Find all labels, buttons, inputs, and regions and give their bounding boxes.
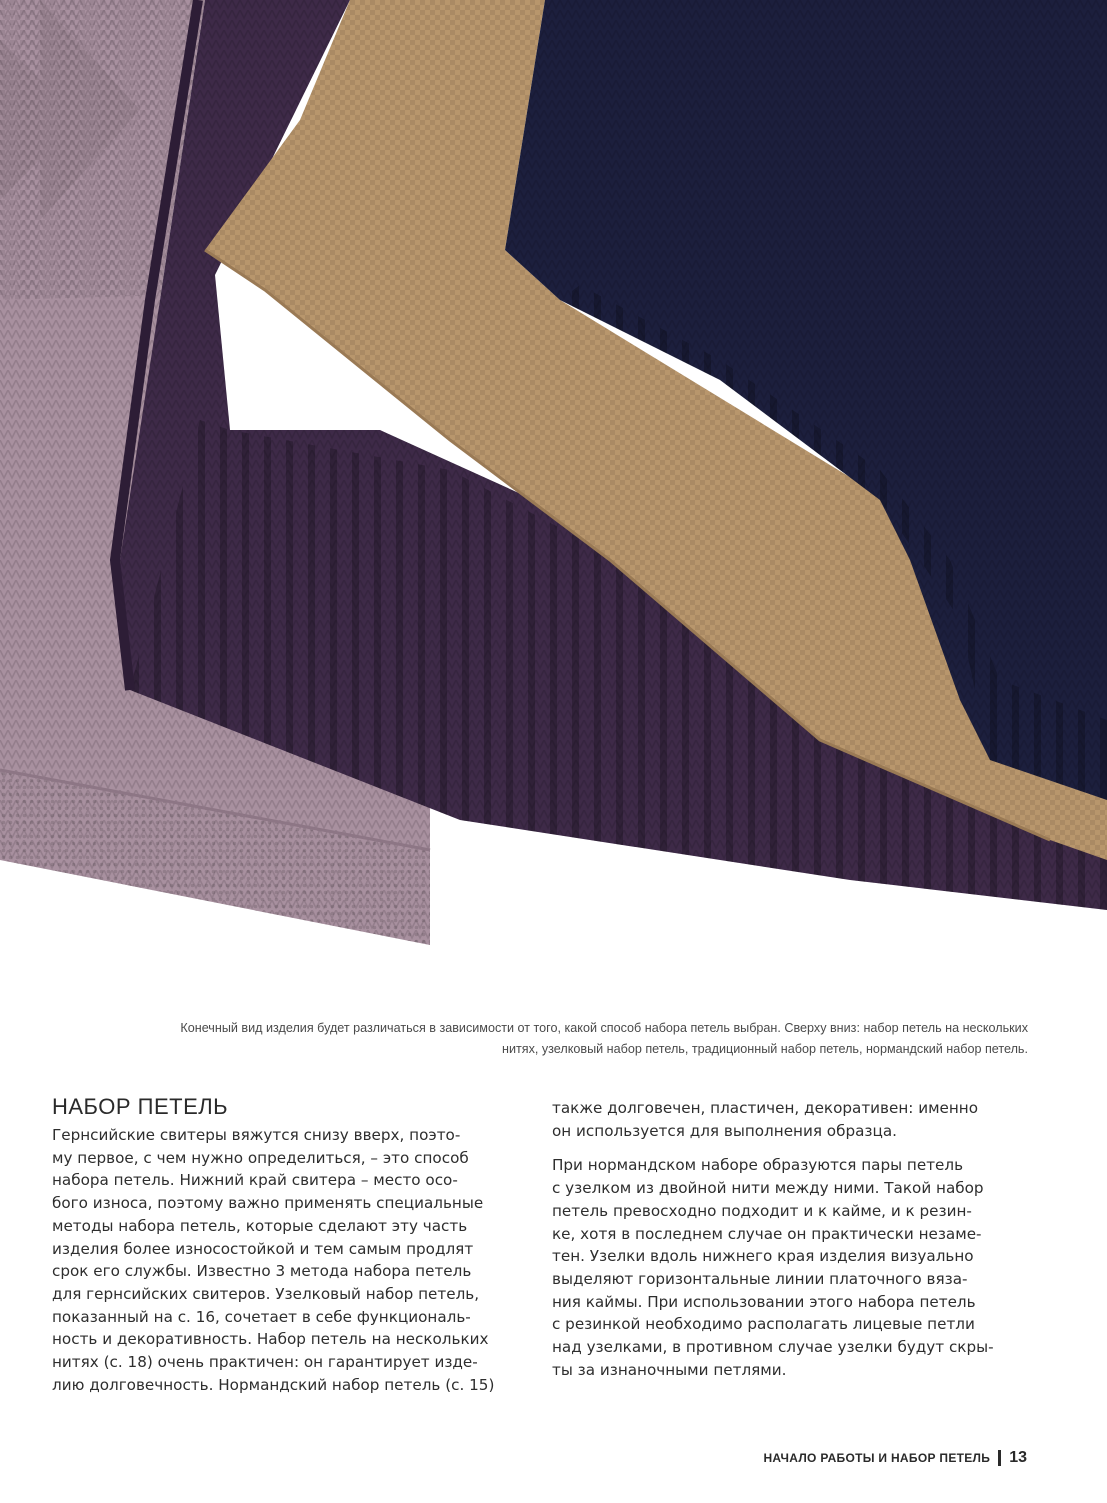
text-line: При нормандском наборе образуются пары петель <box>552 1156 964 1175</box>
text-line: набора петель. Нижний край свитера – место осо- <box>52 1171 458 1190</box>
text-line: бого износа, поэтому важно применять специальные <box>52 1194 484 1213</box>
text-line: также долговечен, пластичен, декоративен: именно <box>552 1099 979 1117</box>
text-line: с узелком из двойной нити между ними. Такой набор <box>552 1179 984 1198</box>
text-line: петель превосходно подходит и к кайме, и к резин- <box>552 1201 972 1220</box>
right-paragraph-1 <box>552 1097 1030 1142</box>
text-line: над узелками, в противном случае узелки будут скры- <box>552 1338 994 1357</box>
text-line: с резинкой необходимо располагать лицевые петли <box>552 1315 975 1334</box>
text-line: нитях (с. 18) очень практичен: он гарантирует изде- <box>52 1353 478 1372</box>
text-line: тен. Узелки вдоль нижнего края изделия визуально <box>552 1247 974 1266</box>
text-line: ке, хотя в последнем случае он практически незаме- <box>552 1224 982 1243</box>
article-right-column <box>552 1097 1030 1381</box>
page-footer <box>763 1449 1027 1467</box>
text-line: он используется для выполнения образца. <box>552 1121 897 1140</box>
text-line: ты за изнаночными петлями. <box>552 1360 787 1379</box>
photo-caption <box>60 1018 1028 1060</box>
text-line: для гернсийских свитеров. Узелковый набор петель, <box>52 1284 480 1303</box>
right-paragraph-2 <box>552 1154 1030 1381</box>
section-title: НАБОР ПЕТЕЛЬ <box>52 1094 229 1119</box>
caption-line-2: нитях, узелковый набор петель, традиционный набор петель, нормандский набор петель. <box>502 1042 1028 1056</box>
article-left-column <box>52 1094 530 1396</box>
caption-line-1: Конечный вид изделия будет различаться в зависимости от того, какой способ набора петель выбран. Сверху вниз: набор петель на нескольких <box>180 1021 1028 1035</box>
text-line: выделяют горизонтальные линии платочного вяза- <box>552 1269 968 1288</box>
left-paragraph <box>52 1124 530 1396</box>
text-line: ность и декоративность. Набор петель на нескольких <box>52 1330 489 1349</box>
text-line: изделия более износостойкой и тем самым продлят <box>52 1239 474 1258</box>
text-line: лию долговечность. Нормандский набор петель (с. 15) <box>52 1375 495 1394</box>
text-line: методы набора петель, которые сделают эту часть <box>52 1216 468 1235</box>
text-line: срок его службы. Известно 3 метода набора петель <box>52 1262 472 1281</box>
footer-separator <box>998 1450 1001 1466</box>
text-line: показанный на с. 16, сочетает в себе функциональ- <box>52 1307 471 1326</box>
text-line: Гернсийские свитеры вяжутся снизу вверх, поэто- <box>52 1126 461 1144</box>
running-head: НАЧАЛО РАБОТЫ И НАБОР ПЕТЕЛЬ <box>763 1451 991 1465</box>
page-number: 13 <box>1009 1449 1027 1466</box>
text-line: ния каймы. При использовании этого набора петель <box>552 1292 976 1311</box>
text-line: му первое, с чем нужно определиться, – это способ <box>52 1148 469 1167</box>
